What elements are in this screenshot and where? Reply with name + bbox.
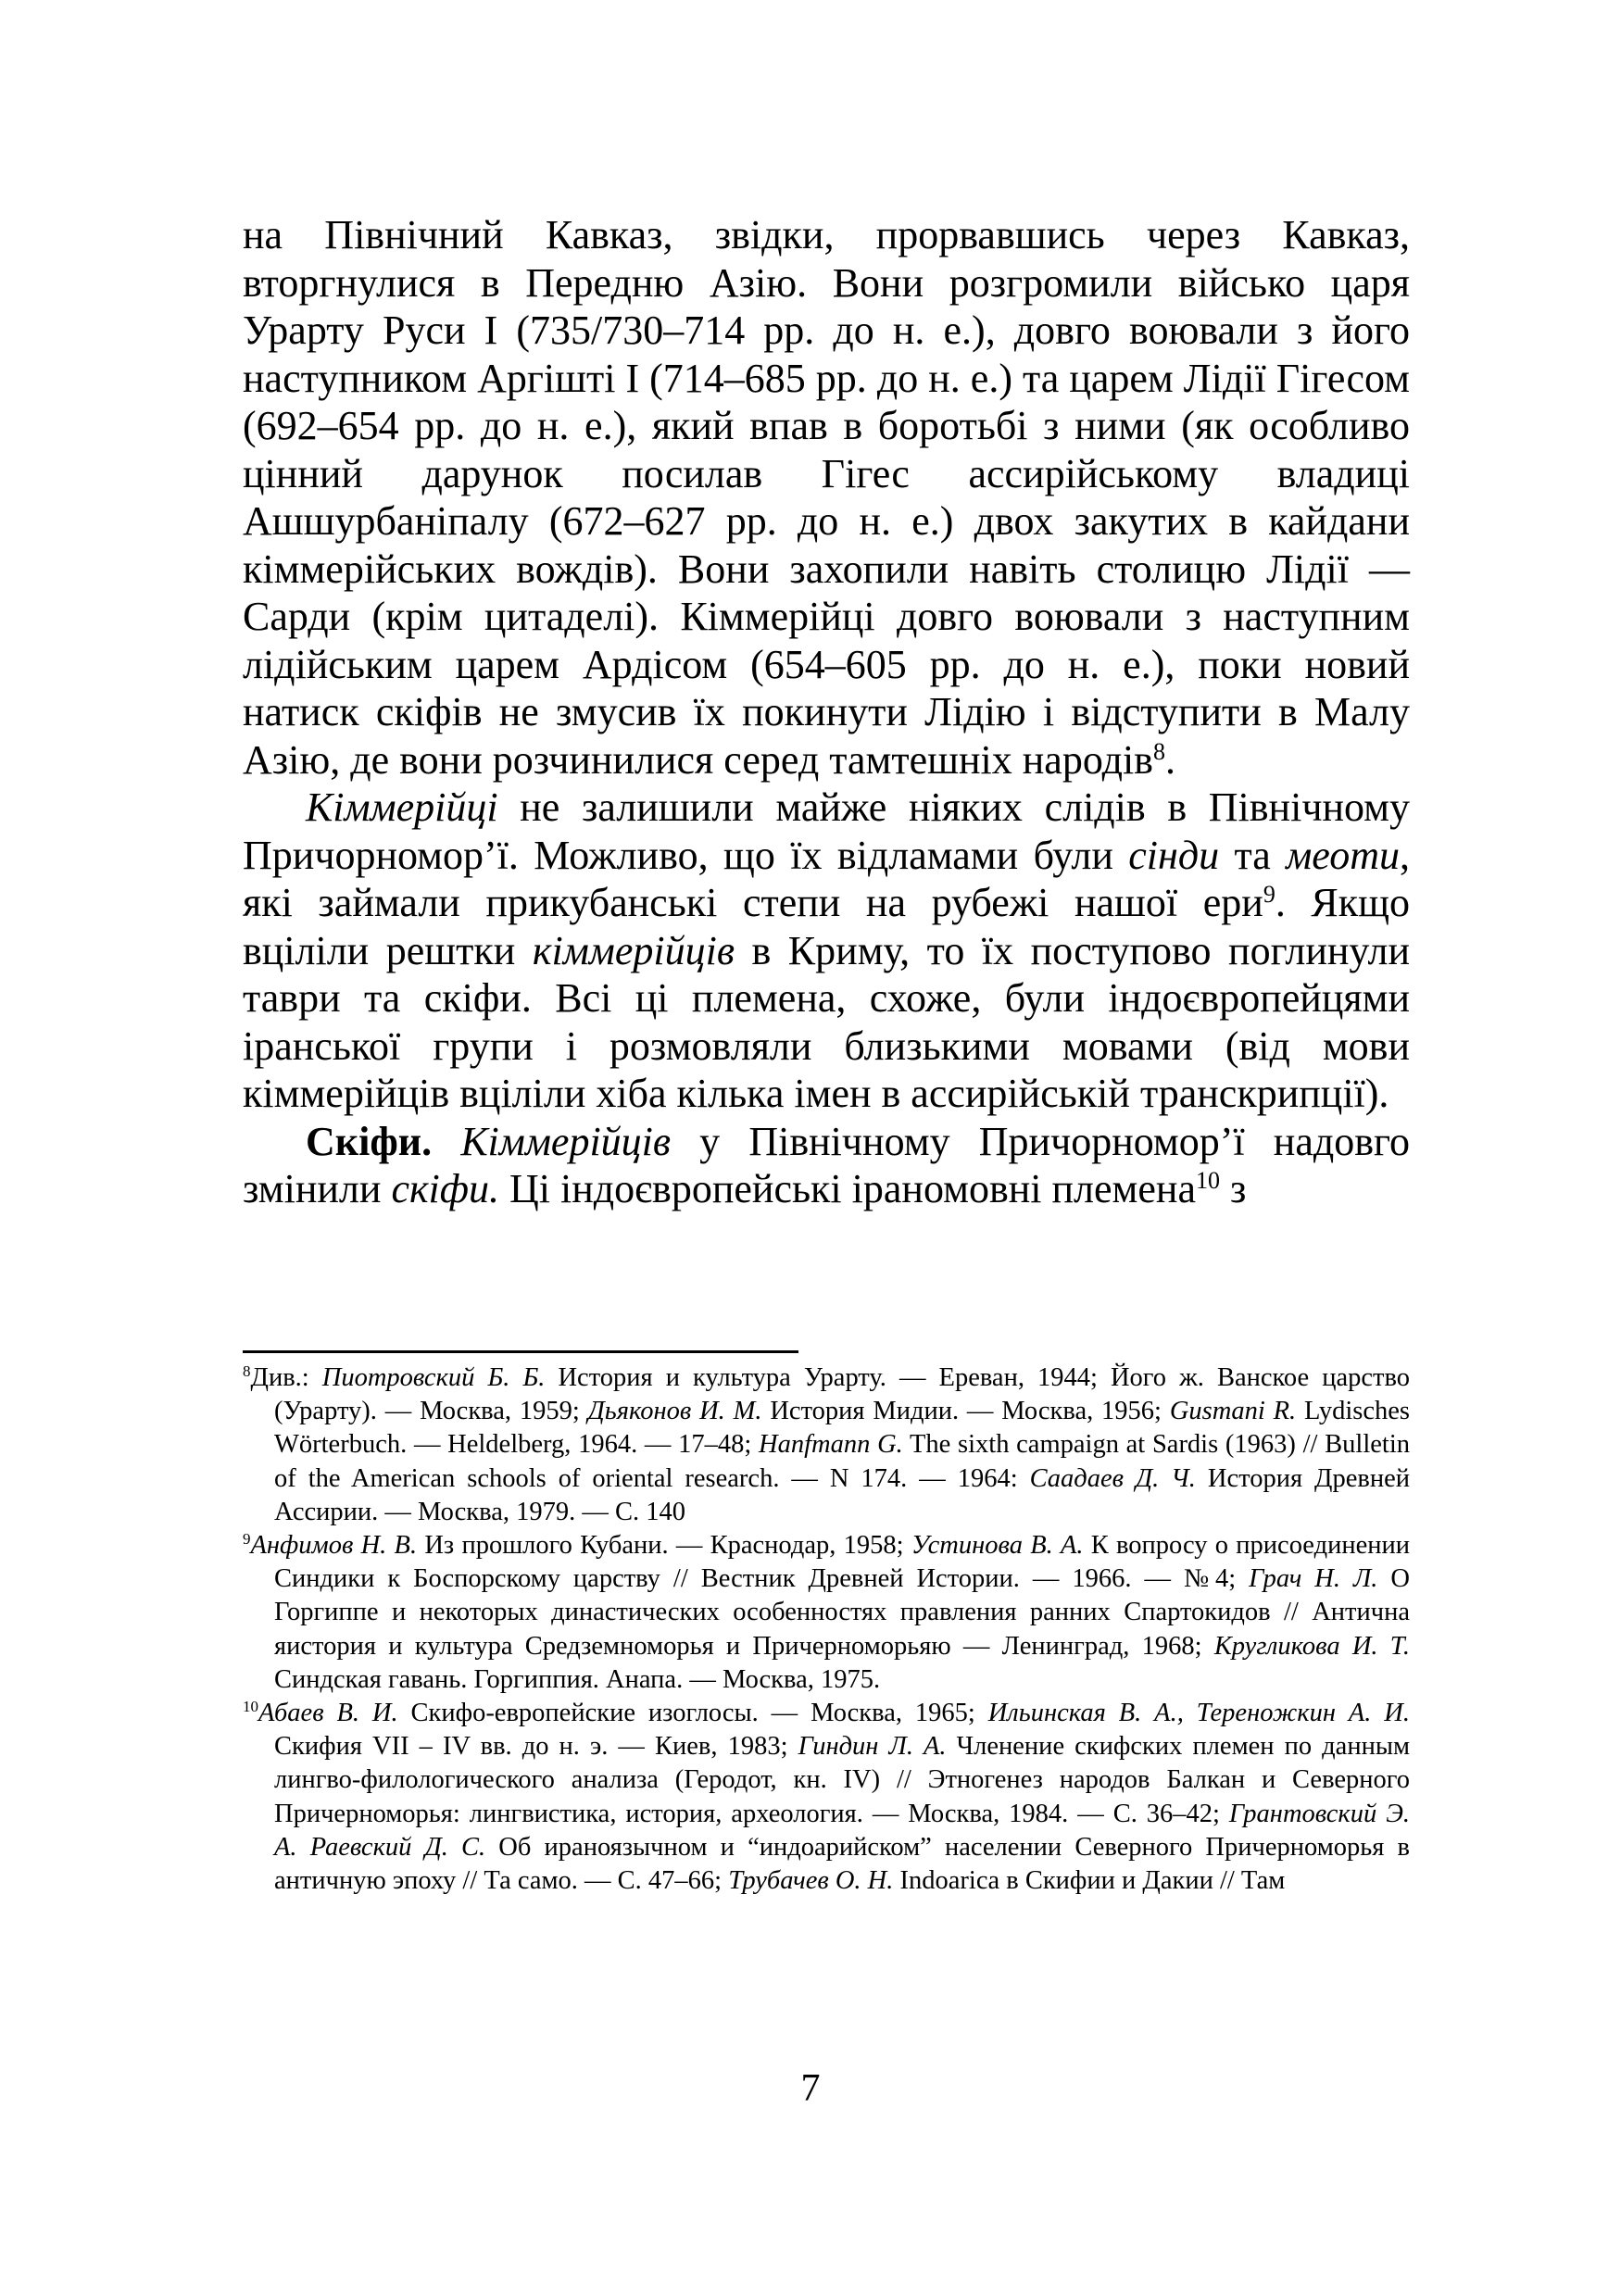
paragraph-2: Кіммерійці не залишили майже ніяких слідів в Північному Причорномор’ї. Можливо, що їх відламами були сінди та меоти, які займали прикубанські степи на рубежі нашої ери$^9$. Якщо вціліли рештки кіммерійців в Криму, то їх поступово поглинули таври та скіфи. Всі ці племена, схоже, були індоєвропейцями іранської групи і розмовляли близькими мовами (від мови кіммерійців вціліли хіба кілька імен в ассирійській транскрипції). [243, 784, 1411, 1116]
footnote-ref-9[interactable]: 9 [1263, 881, 1275, 908]
footnote-number: 8 [243, 1362, 251, 1380]
footnote-10: $^{10}$Абаев В. И. Скифо-европейские изоглосы. — Москва, 1965; Ильинская В. А., Тереножкин А. И. Скифия VII – IV вв. до н. э. — Киев, 1983; Гиндин Л. А. Членение скифских племен по данным лингво-филологического анализа (Геродот, кн. IV) // Этногенез народов Балкан и Северного Причерноморья: лингвистика, история, археология. — Москва, 1984. — С. 36–42; Грантовский Э. А. Раевский Д. С. Об ираноязычном и “индоарийском” населении Северного Причерноморья в античную эпоху // Та само. — С. 47–66; Трубачев О. Н. Indoarica в Скифии и Дакии // Там [243, 1698, 1411, 1896]
main-text [243, 211, 1410, 1213]
paragraph-3: Скіфи. Кіммерійців у Північному Причорномор’ї надовго змінили скіфи. Ці індоєвропейські іраномовні племена$^{10}$ з [243, 1118, 1410, 1211]
footnote-8: $^8$Див.: Пиотровский Б. Б. История и культура Урарту. — Ереван, 1944; Його ж. Ванское царство (Урарту). — Москва, 1959; Дьяконов И. М. История Мидии. — Москва, 1956; Gusmani R. Lydisches Wörterbuch. — Heldelberg, 1964. — 17–48; Hanfmann G. The sixth campaign at Sardis (1963) // Bulletin of the American schools of oriental research. — N 174. — 1964: Саадаев Д. Ч. История Древней Ассирии. — Москва, 1979. — С. 140 [243, 1362, 1411, 1526]
footnotes [243, 1361, 1410, 1898]
footnote-ref-10[interactable]: 10 [1196, 1167, 1220, 1194]
section-heading-skify: Скіфи. [306, 1118, 433, 1164]
footnote-9: $^9$Анфимов Н. В. Из прошлого Кубани. — Краснодар, 1958; Устинова В. А. К вопросу о присоединении Синдики к Боспорскому царству // Вестник Древней Истории. — 1966. — №4; Грач Н. Л. О Горгиппе и некоторых династических особенностях правления ранних Спартокидов // Антична яистория и культура Средземноморья и Причерноморьяю — Ленинград, 1968; Кругликова И. Т. Синдская гавань. Горгиппия. Анапа. — Москва, 1975. [243, 1530, 1410, 1694]
footnote-ref-8[interactable]: 8 [1152, 737, 1165, 765]
page-number: 7 [800, 2067, 821, 2110]
footnote-number: 10 [243, 1698, 258, 1716]
paragraph-1: на Північний Кавказ, звідки, прорвавшись через Кавказ, вторгнулися в Передню Азію. Вони розгромили військо царя Урарту Руси I (735/730–714 рр. до н. е.), довго воювали з його наступником Аргішті I (714–685 рр. до н. е.) та царем Лідії Гігесом (692–654 рр. до н. е.), який впав в боротьбі з ними (як особливо цінний дарунок посилав Гігес ассирійському владиці Ашшурбаніпалу (672–627 рр. до н. е.) двох закутих в кайдани кіммерійських вождів). Вони захопили навіть столицю Лідії — Сарди (крім цитаделі). Кіммерійці довго воювали з наступним лідійським царем Ардісом (654–605 рр. до н. е.), поки новий натиск скіфів не змусив їх покинути Лідію і відступити в Малу Азію, де вони розчинилися серед тамтешніх народів$^8$. [243, 212, 1410, 783]
footnote-separator [243, 1350, 798, 1353]
footnote-number: 9 [243, 1530, 251, 1549]
